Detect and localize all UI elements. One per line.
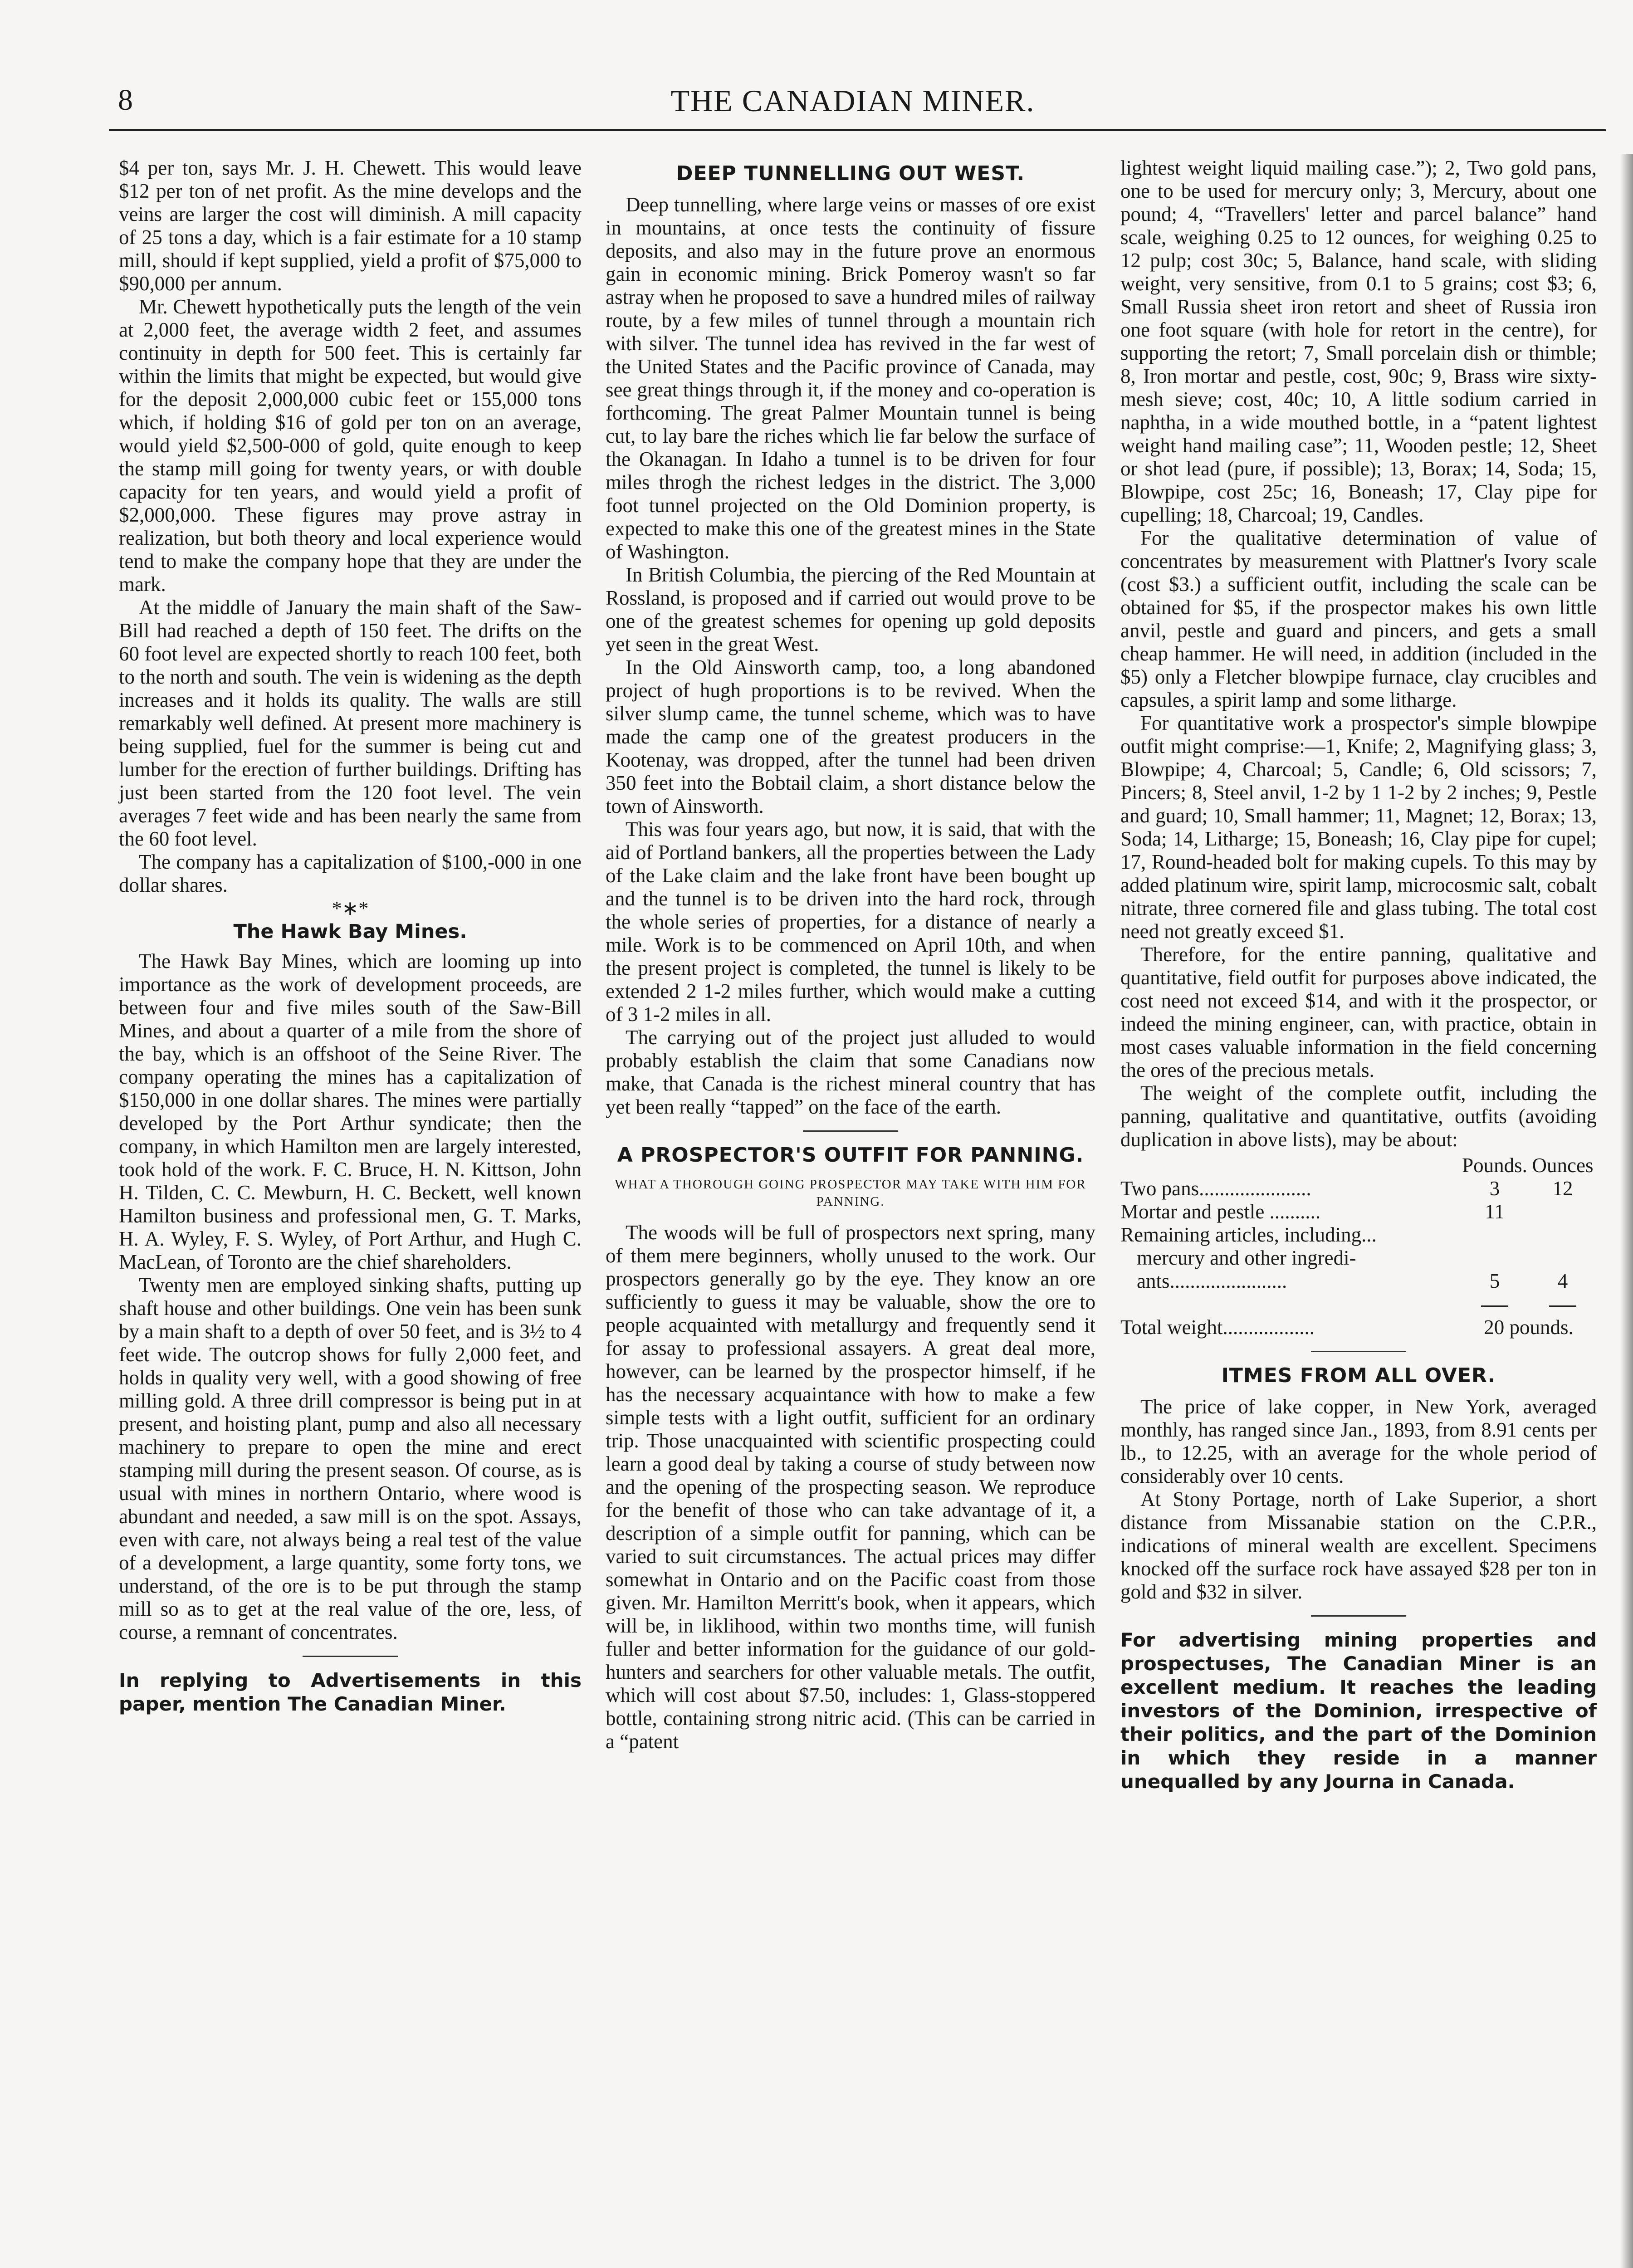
paragraph: For the qualitative determination of value of concentrates by measurement with Plattner's Ivory scale (cost $3.) a sufficient outfit, including the scale can be obtained for $5, if the prospector makes his own little anvil, pestle and guard and pincers, and gets a small cheap hammer. He will need, in addition (included in the $5) only a Fletcher blowpipe furnace, clay crucibles and capsules, a spirit lamp and some litharge. — [1120, 527, 1597, 711]
page-number: 8 — [118, 83, 133, 117]
table-sum-rule-row — [1120, 1293, 1597, 1316]
prospector-outfit-subheading: WHAT A THOROUGH GOING PROSPECTOR MAY TAKE WITH HIM FOR PANNING. — [615, 1177, 1086, 1209]
outfit-weight-table — [1120, 1154, 1597, 1339]
table-row — [1120, 1177, 1597, 1200]
items-heading: ITMES FROM ALL OVER. — [1221, 1364, 1496, 1387]
pounds-value: 3 — [1489, 1177, 1500, 1200]
sum-rule — [1549, 1305, 1576, 1307]
ounces-value: 4 — [1557, 1270, 1568, 1292]
paragraph: Therefore, for the entire panning, qualitative and quantitative, field outfit for purposes above indicated, the cost need not exceed $14, and with it the prospector, or indeed the mining engineer, can, with practice, obtain in most cases valuable information in the field concerning the ores of the precious metals. — [1120, 943, 1597, 1081]
column-2 — [606, 156, 1095, 1753]
publication-title: THE CANADIAN MINER. — [670, 83, 1035, 118]
table-total-row — [1120, 1316, 1597, 1339]
advertising-notice: For advertising mining properties and prospectuses, The Canadian Miner is an excellent medium. It reaches the leading investors of the Dominion, irrespective of their politics, and the part of the Dominion in which they reside in a manner unequalled by any Journa in Canada. — [1120, 1629, 1597, 1793]
paragraph: Twenty men are employed sinking shafts, putting up shaft house and other buildings. One vein has been sunk by a main shaft to a depth of over 50 feet, and is 3½ to 4 feet wide. The outcrop shows for fully 2,000 feet, and holds in quality very well, with a good showing of free milling gold. A three drill compressor is being put in at present, and hoisting plant, pump and also all necessary machinery to prepare to open the mine and erect stamping mill during the present season. Of course, as is usual with mines in northern Ontario, where wood is abundant and needed, a saw mill is on the spot. Assays, even with care, not always being a real test of the value of a development, a large quantity, some forty tons, we understand, of the ore is to be put through the stamp mill so as to get at the real value of the ore, less, of course, a remnant of concentrates. — [119, 1274, 582, 1643]
paragraph: In the Old Ainsworth camp, too, a long abandoned project of hugh proportions is to be revived. When the silver slump came, the tunnel scheme, which was to have made the camp one of the greatest producers in the Kootenay, was dropped, after the tunnel had been driven 350 feet into the Bobtail claim, a short distance below the town of Ainsworth. — [606, 656, 1095, 817]
running-header — [109, 79, 1597, 129]
table-row — [1120, 1223, 1597, 1246]
prospector-outfit-heading: A PROSPECTOR'S OUTFIT FOR PANNING. — [617, 1144, 1084, 1167]
row-label: Remaining articles, including... — [1120, 1223, 1377, 1246]
paragraph: The carrying out of the project just alluded to would probably establish the claim that some Canadians now make, that Canada is the richest mineral country that has yet been really “tapped” on the face of the earth. — [606, 1026, 1095, 1118]
deep-tunnelling-heading: DEEP TUNNELLING OUT WEST. — [676, 162, 1025, 185]
pounds-value: 11 — [1485, 1200, 1505, 1223]
row-label: mercury and other ingredi- — [1137, 1246, 1356, 1269]
table-row — [1120, 1246, 1597, 1270]
ounces-value — [1529, 1200, 1597, 1223]
paragraph: The weight of the complete outfit, including the panning, qualitative and quantitative, outfits (avoiding duplication in above lists), may be about: — [1120, 1082, 1597, 1151]
hawk-bay-heading: The Hawk Bay Mines. — [233, 920, 467, 943]
separator-rule — [803, 1130, 898, 1132]
paragraph: lightest weight liquid mailing case.”); 2, Two gold pans, one to be used for mercury only; 3, Mercury, about one pound; 4, “Travellers' letter and parcel balance” hand scale, weighing 0.25 to 12 ounces, for weighing 0.25 to 12 pulp; cost 30c; 5, Balance, hand scale, with sliding weight, very sensitive, from 0.1 to 5 grains; cost $3; 6, Small Russia sheet iron retort and sheet of Russia iron one foot square (with hole for retort in the centre), for supporting the retort; 7, Small porcelain dish or thimble; 8, Iron mortar and pestle, cost, 90c; 9, Brass wire sixty-mesh sieve; cost, 40c; 10, A little sodium carried in naphtha, in a wide mouthed bottle, in a “patent lightest weight hand mailing case”; 11, Wooden pestle; 12, Sheet or shot lead (pure, if possible); 13, Borax; 14, Soda; 15, Blowpipe, cost 25c; 16, Boneash; 17, Clay pipe for cupelling; 18, Charcoal; 19, Candles. — [1120, 156, 1597, 526]
row-label: ants....................... — [1137, 1270, 1287, 1292]
separator-rule — [1311, 1615, 1406, 1617]
separator-rule — [1311, 1351, 1406, 1352]
paragraph: The Hawk Bay Mines, which are looming up into importance as the work of development proceeds, are between four and five miles south of the Saw-Bill Mines, and about a quarter of a mile from the shore of the bay, which is an offshoot of the Seine River. The company operating the mines has a capitalization of $150,000 in one dollar shares. The mines were partially developed by the Port Arthur syndicate; then the company, in which Hamilton men are largely interested, took hold of the work. F. C. Bruce, H. N. Kittson, John H. Tilden, C. C. Mewburn, H. C. Beckett, well known Hamilton business and professional men, G. T. Marks, H. A. Wyley, F. S. Wyley, of Port Arthur, and Hugh C. MacLean, of Toronto are the chief shareholders. — [119, 950, 582, 1273]
pounds-value: 5 — [1489, 1270, 1500, 1292]
table-header-row — [1120, 1154, 1597, 1177]
sum-rule — [1481, 1305, 1508, 1307]
total-label: Total weight.................. — [1120, 1316, 1315, 1339]
advertisement-notice: In replying to Advertisements in this paper, mention The Canadian Miner. — [119, 1669, 582, 1715]
row-label: Mortar and pestle .......... — [1120, 1200, 1321, 1223]
column-header-ounces: Ounces — [1532, 1154, 1594, 1177]
column-1 — [119, 156, 582, 1716]
paragraph: The price of lake copper, in New York, averaged monthly, has ranged since Jan., 1893, from 8.91 cents per lb., to 12.25, with an average for the whole period of considerably over 10 cents. — [1120, 1395, 1597, 1487]
separator-rule — [303, 1656, 398, 1657]
section-ornament: *∗* — [332, 897, 369, 919]
paragraph: Mr. Chewett hypothetically puts the length of the vein at 2,000 feet, the average width 2 feet, and assumes continuity in depth for 500 feet. This is certainly far within the limits that might be expected, but would give for the deposit 2,000,000 cubic feet or 155,000 tons which, if holding $16 of gold per ton on an average, would yield $2,500-000 of gold, quite enough to keep the stamp mill going for twenty years, or with double capacity for ten years, and would yield a profit of $2,000,000. These figures may prove astray in realization, but both theory and local experience would tend to make the company hope that they are under the mark. — [119, 295, 582, 596]
page-edge-shadow — [1620, 154, 1633, 2268]
ounces-value: 12 — [1552, 1177, 1573, 1200]
row-label: Two pans...................... — [1120, 1177, 1311, 1200]
column-3 — [1120, 156, 1597, 1794]
paragraph: At Stony Portage, north of Lake Superior, a short distance from Missanabie station on the C.P.R., indications of mineral wealth are excellent. Specimens knocked off the surface rock have assayed $28 per ton in gold and $32 in silver. — [1120, 1488, 1597, 1603]
paragraph: In British Columbia, the piercing of the Red Mountain at Rossland, is proposed and if carried out would prove to be one of the greatest schemes for opening up gold deposits yet seen in the great West. — [606, 563, 1095, 655]
table-row — [1120, 1200, 1597, 1223]
table-row — [1120, 1270, 1597, 1293]
paragraph: The woods will be full of prospectors next spring, many of them mere beginners, wholly unused to the work. Our prospectors generally go by the eye. They know an ore sufficiently to guess it may be valuable, show the ore to people acquainted with metallurgy and frequently send it for assay to professional assayers. A great deal more, however, can be learned by the prospector himself, if he has the necessary acquaintance with how to make a few simple tests with a light outfit, sufficient for an ordinary trip. Those unacquainted with scientific prospecting could learn a good deal by taking a course of study between now and the opening of the prospecting season. We reproduce for the benefit of those who can take advantage of it, a description of a simple outfit for panning, which can be varied to suit circumstances. The actual prices may differ somewhat in Ontario and on the Pacific coast from those given. Mr. Hamilton Merritt's book, when it appears, which will be, in liklihood, within two months time, will funish fuller and better information for the guidance of our gold-hunters and searchers for other valuable metals. The outfit, which will cost about $7.50, includes: 1, Glass-stoppered bottle, containing strong nitric acid. (This can be carried in a “patent — [606, 1221, 1095, 1753]
paragraph: At the middle of January the main shaft of the Saw-Bill had reached a depth of 150 feet. The drifts on the 60 foot level are expected shortly to reach 100 feet, both to the north and south. The vein is widening as the depth increases and it holds its quality. The walls are still remarkably well defined. At present more machinery is being supplied, fuel for the summer is being cut and lumber for the erection of further buildings. Drifting has just been started from the 120 foot level. The vein averages 7 feet wide and has been nearly the same from the 60 foot level. — [119, 596, 582, 850]
header-rule — [109, 129, 1606, 131]
total-value: 20 pounds. — [1484, 1316, 1574, 1339]
paragraph: For quantitative work a prospector's simple blowpipe outfit might comprise:—1, Knife; 2, Magnifying glass; 3, Blowpipe; 4, Charcoal; 5, Candle; 6, Old scissors; 7, Pincers; 8, Steel anvil, 1-2 by 1 1-2 by 2 inches; 9, Pestle and guard; 10, Small hammer; 11, Magnet; 12, Borax; 13, Soda; 14, Litharge; 15, Boneash; 16, Clay pipe for cupel; 17, Round-headed bolt for making cupels. To this may by added platinum wire, spirit lamp, microcosmic salt, cobalt nitrate, three cornered file and glass tubing. The total cost need not greatly exceed $1. — [1120, 712, 1597, 943]
paragraph: The company has a capitalization of $100,-000 in one dollar shares. — [119, 850, 582, 896]
paragraph: Deep tunnelling, where large veins or masses of ore exist in mountains, at once tests the continuity of fissure deposits, and also may in the future prove an enormous gain in economic mining. Brick Pomeroy wasn't so far astray when he proposed to save a hundred miles of railway route, by a few miles of tunnel through a mountain rich with silver. The tunnel idea has revived in the far west of the United States and the Pacific province of Canada, may see great things through it, if the money and co-operation is forthcoming. The great Palmer Mountain tunnel is being cut, to lay bare the riches which lie far below the surface of the Okanagan. In Idaho a tunnel is to be driven for four miles throgh the richest ledges in the district. The 3,000 foot tunnel projected on the Old Dominion property, is expected to make this one of the greatest mines in the State of Washington. — [606, 193, 1095, 563]
paragraph: This was four years ago, but now, it is said, that with the aid of Portland bankers, all the properties between the Lady of the Lake claim and the lake front have been bought up and the tunnel is to be driven into the hard rock, through the whole series of properties, for a distance of nearly a mile. Work is to be commenced on April 10th, and when the present project is completed, the tunnel is likely to be extended 2 1-2 miles further, which would make a cutting of 3 1-2 miles in all. — [606, 818, 1095, 1026]
column-header-pounds: Pounds. — [1462, 1154, 1527, 1177]
paragraph: $4 per ton, says Mr. J. H. Chewett. This would leave $12 per ton of net profit. As the mine develops and the veins are larger the cost will diminish. A mill capacity of 25 tons a day, which is a fair estimate for a 10 stamp mill, should if kept supplied, yield a profit of $75,000 to $90,000 per annum. — [119, 156, 582, 295]
